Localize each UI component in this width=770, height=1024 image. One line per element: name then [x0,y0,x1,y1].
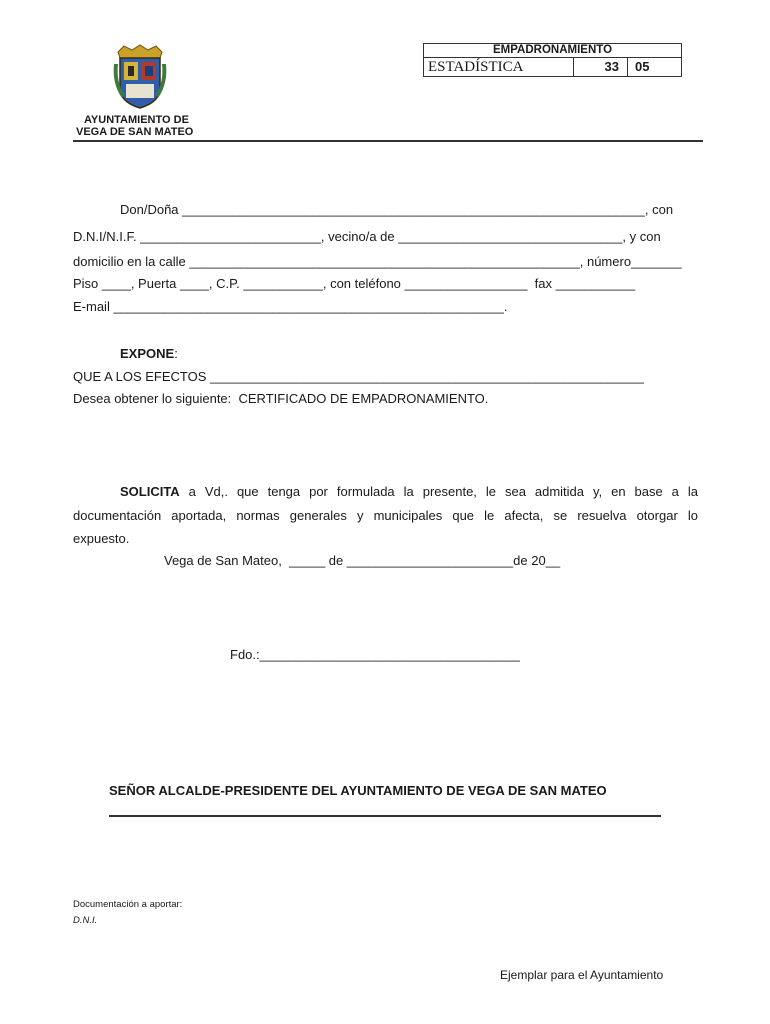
classification-box [423,43,682,77]
org-name-line-2: VEGA DE SAN MATEO [76,126,194,138]
id-field-line[interactable]: D.N.I/N.I.F. _________________________, vecino/a de _______________________________, y con [73,229,661,244]
name-field-line[interactable]: Don/Doña ________________________________________________________________, con [120,202,674,217]
documentation-item: D.N.I. [73,915,98,926]
request-description: Desea obtener lo siguiente: CERTIFICADO DE EMPADRONAMIENTO. [73,391,489,406]
box-code-1: 33 [575,58,628,76]
signature-field-line[interactable]: Fdo.:____________________________________ [230,647,520,662]
box-code-2: 05 [635,59,650,74]
copy-note: Ejemplar para el Ayuntamiento [500,968,664,982]
expone-heading: EXPONE: [120,346,178,361]
solicita-paragraph-line-1: SOLICITA a Vd,. que tenga por formulada la presente, le sea admitida y, en base a la [120,484,698,499]
documentation-label: Documentación a aportar: [73,899,183,910]
solicita-paragraph-line-3: expuesto. [73,531,130,546]
org-name-line-1: AYUNTAMIENTO DE [84,114,189,126]
effects-field-line[interactable]: QUE A LOS EFECTOS ____________________________________________________________ [73,369,644,384]
solicita-heading: SOLICITA [120,484,180,499]
solicita-paragraph-line-2: documentación aportada, normas generales y municipales que le afecta, se resuelva otorgar lo [73,508,698,523]
coat-of-arms-logo [112,44,168,110]
address-field-line[interactable]: domicilio en la calle ______________________________________________________, número_______ [73,254,682,269]
addressee-rule [109,815,661,817]
contact-field-line[interactable]: Piso ____, Puerta ____, C.P. ___________, con teléfono _________________ fax ___________ [73,276,636,291]
box-title: EMPADRONAMIENTO [424,44,681,58]
header-rule [73,140,703,142]
email-field-line[interactable]: E-mail ______________________________________________________. [73,299,508,314]
date-field-line[interactable]: Vega de San Mateo, _____ de _______________________de 20__ [164,553,561,568]
addressee-heading: SEÑOR ALCALDE-PRESIDENTE DEL AYUNTAMIENTO DE VEGA DE SAN MATEO [109,783,607,798]
box-label: ESTADÍSTICA [424,58,574,76]
